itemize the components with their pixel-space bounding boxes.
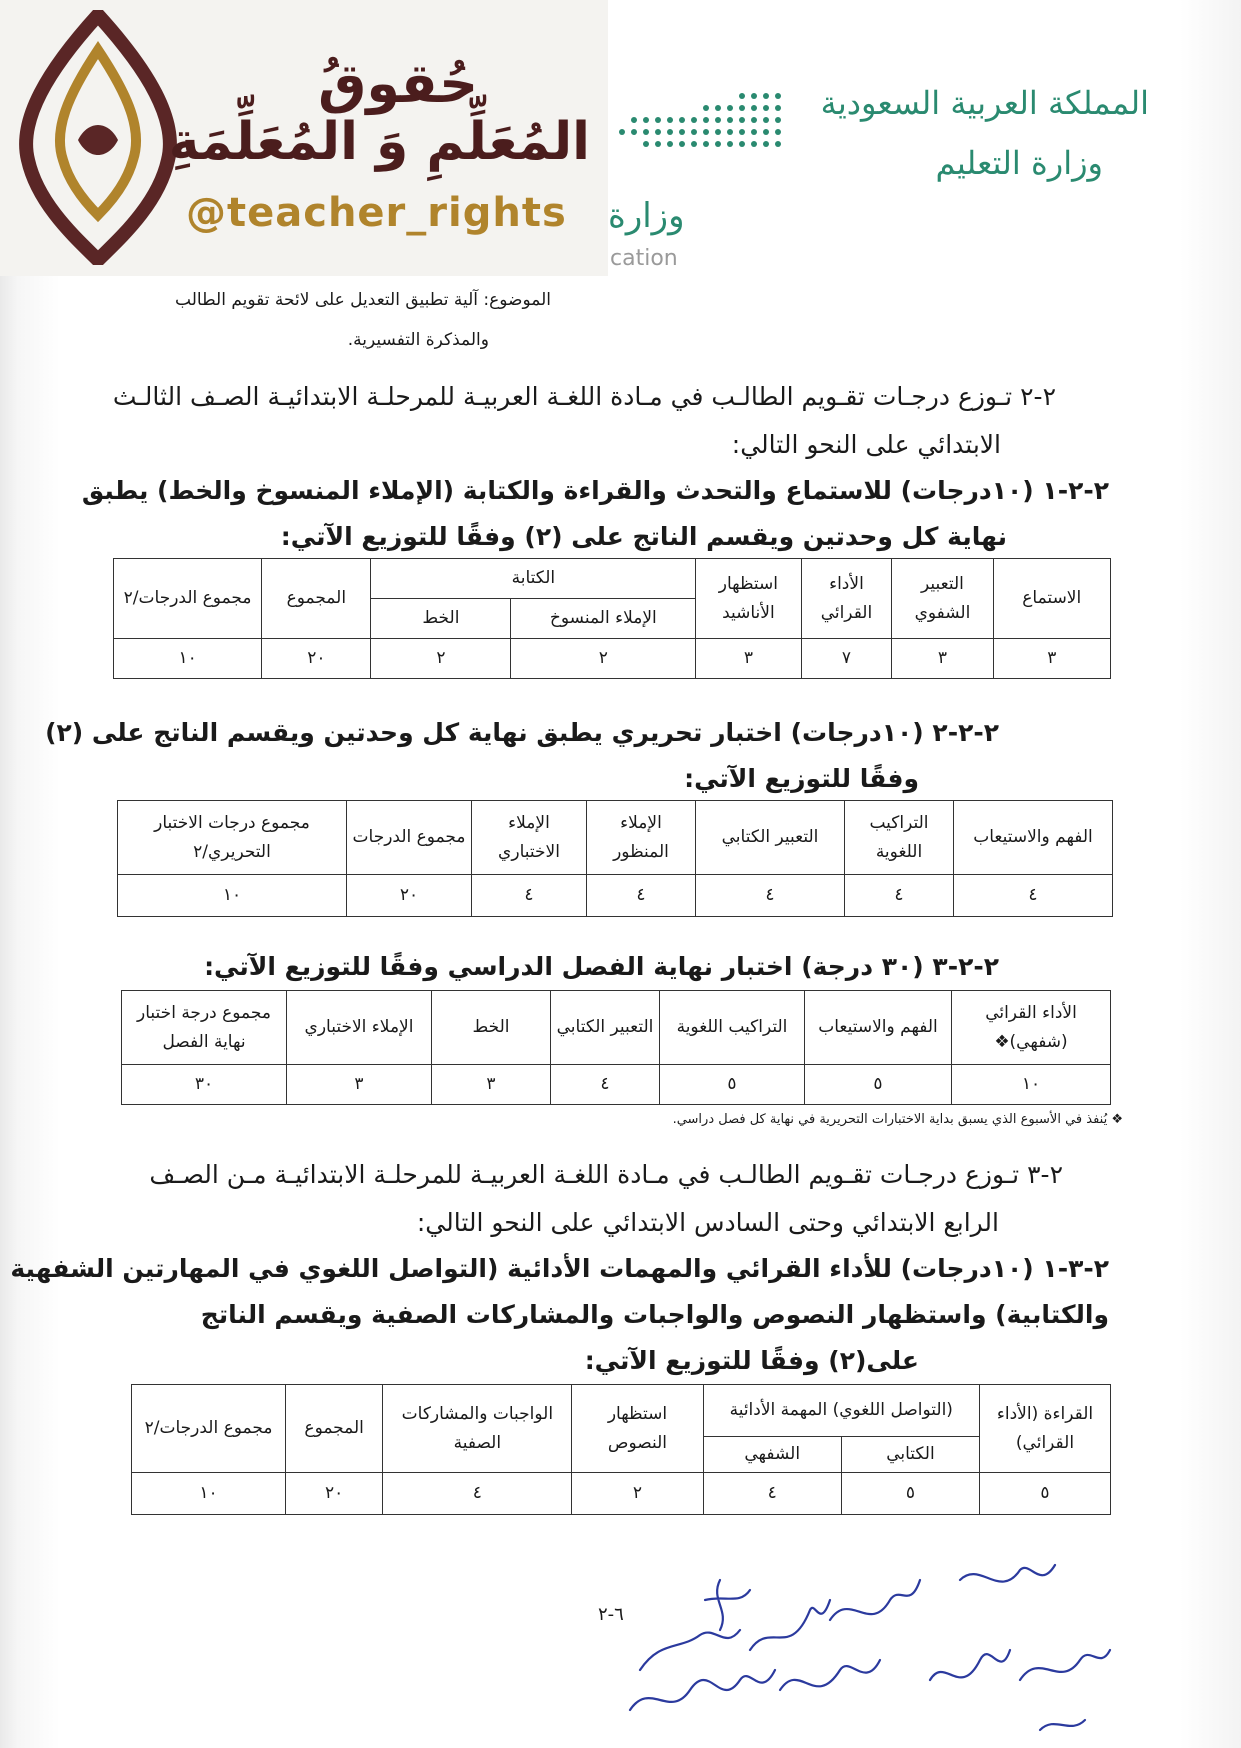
section-2-2-1-line-2: نهاية كل وحدتين ويقسم الناتج على (٢) وفقًا للتوزيع الآتي:	[280, 522, 1007, 551]
header-cell: استظهار النصوص	[572, 1385, 703, 1473]
header-cell: التعبير الكتابي	[696, 801, 845, 875]
watermark-handle: @teacher_rights	[186, 190, 567, 236]
table-grades4-6-continuous	[131, 1384, 1111, 1515]
watermark-logo-icon	[8, 10, 188, 265]
value-cell: ٥	[660, 1065, 805, 1105]
value-cell: ٢٠	[286, 1473, 383, 1515]
section-2-3-1-line-3: على(٢) وفقًا للتوزيع الآتي:	[584, 1346, 919, 1375]
value-cell: ٥	[805, 1065, 952, 1105]
value-cell: ٤	[383, 1473, 572, 1515]
table-grade3-final-exam	[121, 990, 1111, 1105]
header-cell: الخط	[371, 599, 511, 639]
kingdom-title: المملكة العربية السعودية	[820, 84, 1149, 122]
watermark-title-2: المُعَلِّمِ وَ المُعَلِّمَةِ	[168, 112, 590, 172]
section-2-3-line-1: ٢-٣ تـوزع درجـات تقـويم الطالـب في مـادة اللغـة العربيـة للمرحلـة الابتدائيـة مـن الصـف	[149, 1160, 1063, 1189]
value-cell: ٣	[432, 1065, 551, 1105]
section-2-3-line-2: الرابع الابتدائي وحتى السادس الابتدائي على النحو التالي:	[416, 1208, 999, 1237]
subject-line-2: والمذكرة التفسيرية.	[347, 330, 489, 350]
value-cell: ٤	[587, 875, 696, 917]
header-cell: التعبير الكتابي	[551, 991, 660, 1065]
header-cell: الاستماع	[993, 559, 1110, 639]
ministry-logo-icon	[612, 92, 792, 162]
section-2-3-1-line-2: والكتابية) واستظهار النصوص والواجبات والمشاركات الصفية ويقسم الناتج	[200, 1300, 1109, 1329]
header-cell: الفهم والاستيعاب	[805, 991, 952, 1065]
value-cell: ٢	[511, 639, 696, 679]
value-cell: ١٠	[952, 1065, 1111, 1105]
header-cell: مجموع درجة اختبار نهاية الفصل	[122, 991, 287, 1065]
value-cell: ٤	[954, 875, 1113, 917]
section-2-2-2-line-1: ٢-٢-٢ (١٠درجات) اختبار تحريري يطبق نهاية كل وحدتين ويقسم الناتج على (٢)	[45, 718, 999, 747]
header-cell: المجموع	[286, 1385, 383, 1473]
watermark-title-1: حُقوقُ	[318, 52, 478, 115]
value-cell: ٢	[572, 1473, 703, 1515]
value-cell: ٣	[993, 639, 1110, 679]
page-number: ٦-٢	[598, 1604, 624, 1625]
section-2-2-line-1: ٢-٢ تـوزع درجـات تقـويم الطالـب في مـادة اللغـة العربيـة للمرحلـة الابتدائيـة الصـف الثالـث	[112, 382, 1056, 411]
header-cell: الخط	[432, 991, 551, 1065]
header-cell: الأداء القرائي (شفهي)❖	[952, 991, 1111, 1065]
header-cell: الكتابي	[841, 1437, 979, 1473]
logo-latin: cation	[610, 246, 678, 271]
footnote: ❖ يُنفذ في الأسبوع الذي يسبق بداية الاختبارات التحريرية في نهاية كل فصل دراسي.	[672, 1112, 1123, 1127]
table-grade3-written-test	[117, 800, 1113, 917]
header-cell: القراءة (الأداء القرائي)	[979, 1385, 1110, 1473]
header-cell: الفهم والاستيعاب	[954, 801, 1113, 875]
header-cell: الإملاء الاختباري	[287, 991, 432, 1065]
header-cell: الأداء القرائي	[801, 559, 892, 639]
value-cell: ٤	[703, 1473, 841, 1515]
header-cell: الشفهي	[703, 1437, 841, 1473]
subject-line-1: الموضوع: آلية تطبيق التعديل على لائحة تقويم الطالب	[175, 290, 551, 310]
value-cell: ٥	[979, 1473, 1110, 1515]
header-cell: استظهار الأناشيد	[696, 559, 801, 639]
section-2-2-1-line-1: ٢-٢-١ (١٠درجات) للاستماع والتحدث والقراءة والكتابة (الإملاء المنسوخ والخط) يطبق	[81, 476, 1109, 505]
header-cell: مجموع الدرجات/٢	[114, 559, 262, 639]
value-cell: ٤	[845, 875, 954, 917]
table-grade3-continuous	[113, 558, 1111, 679]
header-cell: الكتابة	[371, 559, 696, 599]
watermark-overlay	[0, 0, 608, 276]
header-cell: الإملاء الاختباري	[472, 801, 587, 875]
value-cell: ٧	[801, 639, 892, 679]
value-cell: ٢	[371, 639, 511, 679]
value-cell: ٣٠	[122, 1065, 287, 1105]
value-cell: ٤	[696, 875, 845, 917]
value-cell: ٢٠	[347, 875, 472, 917]
value-cell: ١٠	[132, 1473, 286, 1515]
section-2-2-2-line-2: وفقًا للتوزيع الآتي:	[684, 764, 919, 793]
value-cell: ٣	[287, 1065, 432, 1105]
section-2-2-3-line-1: ٢-٢-٣ (٣٠ درجة) اختبار نهاية الفصل الدراسي وفقًا للتوزيع الآتي:	[204, 952, 999, 981]
header-cell: المجموع	[262, 559, 371, 639]
header-cell: التراكيب اللغوية	[845, 801, 954, 875]
header-cell: الواجبات والمشاركات الصفية	[383, 1385, 572, 1473]
value-cell: ٤	[472, 875, 587, 917]
value-cell: ٢٠	[262, 639, 371, 679]
header-cell: مجموع الدرجات/٢	[132, 1385, 286, 1473]
header-cell: مجموع درجات الاختبار التحريري/٢	[118, 801, 347, 875]
value-cell: ١٠	[118, 875, 347, 917]
header-cell: التراكيب اللغوية	[660, 991, 805, 1065]
header-cell: الإملاء المنظور	[587, 801, 696, 875]
signatures-icon	[600, 1540, 1120, 1740]
section-2-3-1-line-1: ٢-٣-١ (١٠درجات) للأداء القرائي والمهمات الأدائية (التواصل اللغوي في المهارتين الشفهية	[10, 1254, 1109, 1283]
header-cell: (التواصل اللغوي) المهمة الأدائية	[703, 1385, 979, 1437]
header-cell: الإملاء المنسوخ	[511, 599, 696, 639]
ministry-title: وزارة التعليم	[935, 144, 1103, 182]
value-cell: ٥	[841, 1473, 979, 1515]
header-cell: التعبير الشفوي	[892, 559, 993, 639]
section-2-2-line-2: الابتدائي على النحو التالي:	[731, 430, 1001, 459]
value-cell: ٣	[696, 639, 801, 679]
value-cell: ١٠	[114, 639, 262, 679]
value-cell: ٤	[551, 1065, 660, 1105]
logo-word: وزارة	[608, 196, 685, 236]
value-cell: ٣	[892, 639, 993, 679]
header-cell: مجموع الدرجات	[347, 801, 472, 875]
